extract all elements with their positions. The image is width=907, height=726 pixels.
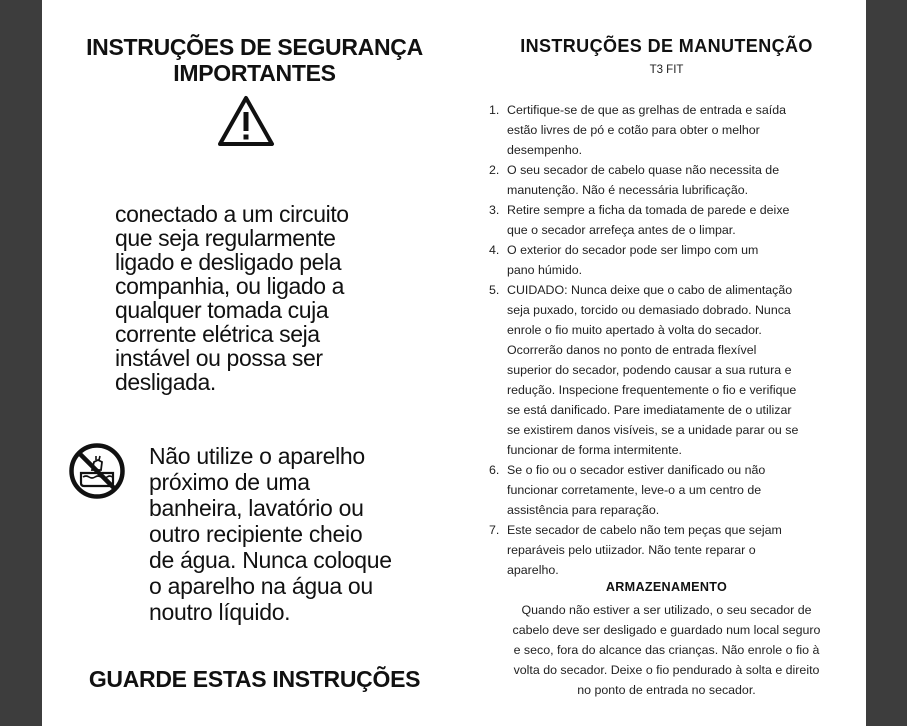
step-text-line: Ocorrerão danos no ponto de entrada flexível [507,343,757,357]
water-warning-text: Não utilize o aparelho próximo de uma banheira, lavatório ou outro recipiente cheio de água. Nunca coloque o aparelho na água ou noutro líquido. [149,443,392,625]
step-text-line: enrole o fio muito apertado à volta do secador. [507,323,762,337]
step-text-line: Este secador de cabelo não tem peças que sejam [507,523,782,537]
keep-instructions-footer: GUARDE ESTAS INSTRUÇÕES [88,666,421,692]
maintenance-step [489,280,839,460]
step-text-line: redução. Inspecione frequentemente o fio e verifique [507,383,797,397]
maintenance-step [489,460,839,520]
maintenance-steps-list [489,100,839,580]
step-text-line: pano húmido. [507,263,583,277]
no-bath-icon [68,442,126,500]
step-number: 1. [489,103,500,117]
step-text-line: que o secador arrefeça antes de o limpar. [507,223,736,237]
step-text-line: Certifique-se de que as grelhas de entrada e saída [507,103,786,117]
safety-title-line: IMPORTANTES [173,60,336,86]
maintenance-step [489,240,839,280]
step-text-line: se existirem danos visíveis, se a unidade parar ou se [507,423,799,437]
electrical-warning-text: conectado a um circuito que seja regularmente ligado e desligado pela companhia, ou ligado a qualquer tomada cuja corrente elétrica seja instável ou possa ser desligada. [115,201,349,395]
step-text-line: O seu secador de cabelo quase não necessita de [507,163,780,177]
maintenance-title: INSTRUÇÕES DE MANUTENÇÃO [520,36,813,56]
warning-triangle-icon [217,95,275,147]
step-text-line: estão livres de pó e cotão para obter o melhor [507,123,760,137]
maintenance-step [489,520,839,580]
step-text-line: CUIDADO: Nunca deixe que o cabo de alimentação [507,283,793,297]
step-text-line: seja puxado, torcido ou demasiado dobrado. Nunca [507,303,791,317]
step-number: 4. [489,243,500,257]
step-text-line: funcionar de forma intermitente. [507,443,682,457]
step-number: 5. [489,283,500,297]
step-text-line: assistência para reparação. [507,503,660,517]
step-text-line: funcionar corretamente, leve-o a um centro de [507,483,762,497]
maintenance-step [489,160,839,200]
right-page [467,0,866,726]
step-text-line: aparelho. [507,563,559,577]
maintenance-step [489,100,839,160]
maintenance-step [489,200,839,240]
model-label: T3 FIT [649,64,684,76]
step-text-line: reparáveis pelo utiizador. Não tente reparar o [507,543,756,557]
step-text-line: superior do secador, podendo causar a sua rutura e [507,363,792,377]
step-text-line: Retire sempre a ficha da tomada de parede e deixe [507,203,790,217]
step-text-line: se está danificado. Pare imediatamente de o utilizar [507,403,792,417]
step-text-line: desempenho. [507,143,583,157]
step-text-line: Se o fio ou o secador estiver danificado ou não [507,463,766,477]
step-text-line: O exterior do secador pode ser limpo com um [507,243,759,257]
step-number: 7. [489,523,500,537]
left-page [42,0,467,726]
safety-title-line: INSTRUÇÕES DE SEGURANÇA [86,34,423,60]
safety-title [42,34,467,86]
storage-text: Quando não estiver a ser utilizado, o seu secador de cabelo deve ser desligado e guardado num local seguro e seco, fora do alcance das crianças. Não enrole o fio à volta do secador. Deixe o fio pendurado à solta e direito no ponto de entrada no secador. [512,603,821,697]
step-number: 3. [489,203,500,217]
step-number: 2. [489,163,500,177]
storage-title: ARMAZENAMENTO [605,580,728,594]
step-number: 6. [489,463,500,477]
step-text-line: manutenção. Não é necessária lubrificação. [507,183,749,197]
